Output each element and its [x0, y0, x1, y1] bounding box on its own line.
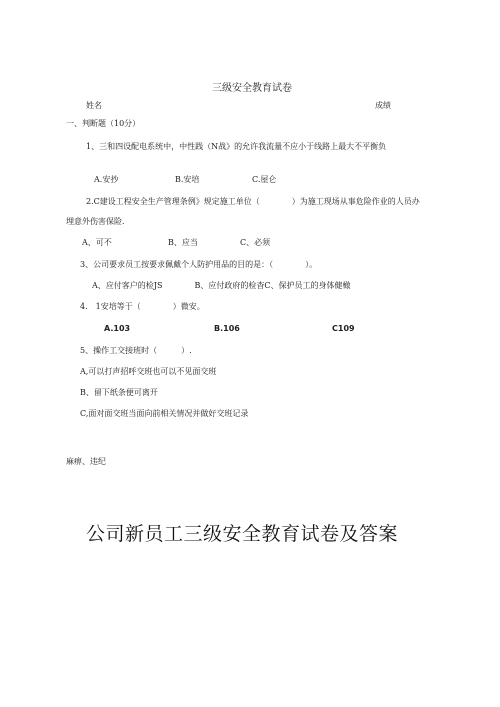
question-5-stem: 5、操作工交接班时（ ）. [80, 346, 192, 355]
name-label: 姓名 [86, 101, 102, 110]
question-1-stem: 1、三和四设配电系统中，中性践（N战》的允许我流量不应小于线路上最大不平衡负 [86, 142, 387, 151]
question-1-option-a: A.安抄 [94, 175, 119, 184]
question-5-option-a: A,可以打声招呼交班也可以不见面交班 [80, 367, 217, 376]
footer-note: 麻痹、违纪 [66, 457, 106, 466]
question-4-option-a: A.103 [104, 324, 131, 333]
question-5-option-c: C,面对面交班当面向前相关情况并做好交班记录 [80, 409, 249, 418]
question-3-stem: 3、公司要求员工按要求佩戴个人防护用品的目的是：（ ）。 [80, 260, 318, 269]
section-heading: 一、判断题（10分） [66, 119, 141, 128]
question-5-option-b: B、留下纸条便可离开 [80, 388, 158, 397]
question-2-option-c: C、必须 [240, 238, 271, 247]
question-2-option-b: B、应当 [168, 238, 198, 247]
question-1-option-c: C.屋仑 [252, 175, 277, 184]
question-2-stem-line1: 2.C建设工程安全生产管理条例》规定施工单位（ ）为施工现场从事危险作业的人员办 [86, 197, 420, 206]
question-1-option-b: B.安培 [175, 175, 200, 184]
question-4-stem: 4. 1安培等于（ ）微安。 [80, 302, 205, 311]
question-2-option-a: A、可不 [82, 238, 112, 247]
question-2-stem-line2: 埋意外伤害保险. [66, 217, 125, 226]
exam-title: 三级安全教育试卷 [212, 83, 292, 94]
question-3-options: A、应付客户的检JS B、应付政府的检杳C、保护员工的身体健橄 [92, 281, 351, 290]
question-4-option-b: B.106 [214, 324, 240, 333]
score-label: 成绩 [375, 101, 391, 110]
question-4-option-c: C109 [332, 324, 355, 333]
big-title: 公司新员工三级安全教育试卷及答案 [86, 523, 399, 545]
